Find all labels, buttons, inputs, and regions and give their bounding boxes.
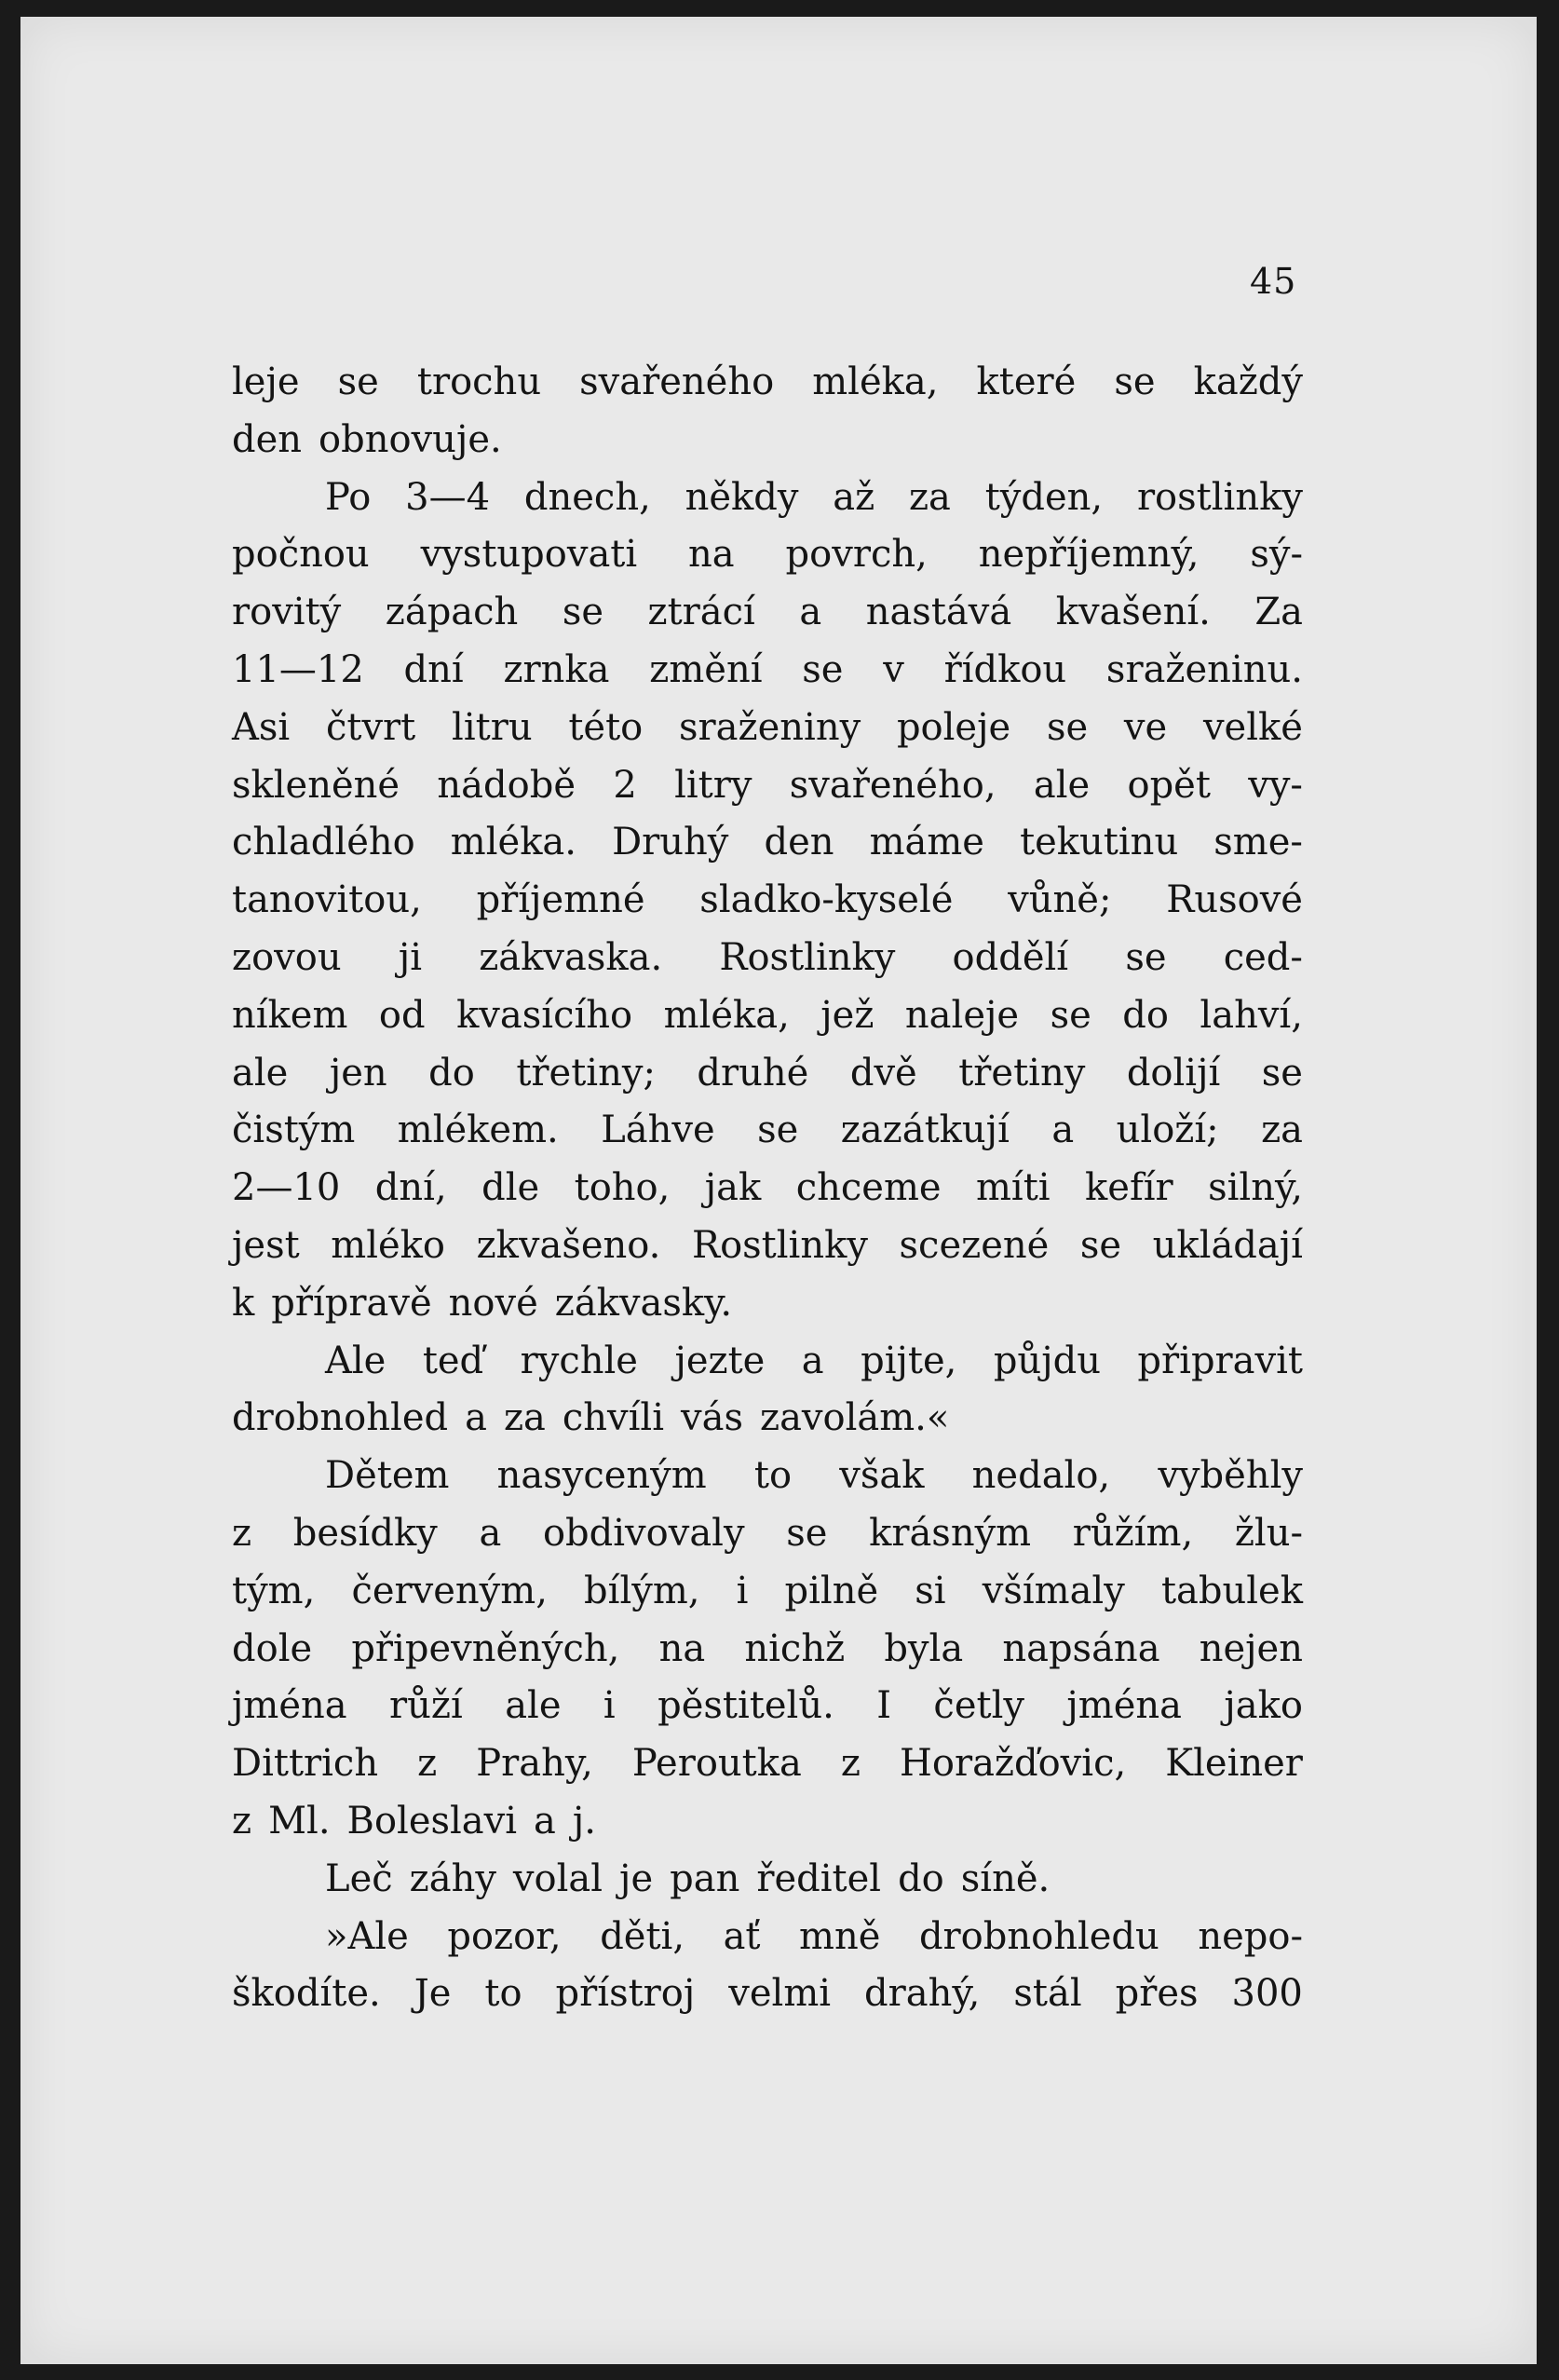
word: opět bbox=[1127, 763, 1211, 807]
word: zavolám.« bbox=[760, 1396, 950, 1440]
word: se bbox=[1114, 360, 1156, 403]
word: obnovuje. bbox=[319, 417, 502, 461]
text-line bbox=[232, 814, 1303, 872]
text-line bbox=[232, 872, 1303, 930]
word: dní bbox=[403, 647, 464, 691]
word: 2 bbox=[613, 763, 637, 807]
word: ředitel bbox=[756, 1856, 882, 1900]
word: Rostlinky bbox=[691, 1223, 868, 1267]
text-line bbox=[232, 757, 1303, 815]
text-line bbox=[232, 1102, 1303, 1160]
word: drobnohled bbox=[232, 1396, 449, 1440]
word: změní bbox=[649, 647, 763, 691]
word: vy- bbox=[1248, 763, 1303, 807]
word: přístroj bbox=[555, 1972, 696, 2016]
word: síně. bbox=[960, 1856, 1051, 1900]
word: uloží; bbox=[1116, 1108, 1219, 1152]
word: se bbox=[1079, 1223, 1122, 1267]
word: zovou bbox=[232, 935, 342, 979]
word: třetiny bbox=[958, 1051, 1086, 1095]
word: tekutinu bbox=[1020, 821, 1179, 864]
word: níkem bbox=[232, 993, 348, 1037]
word: Asi bbox=[232, 705, 291, 749]
word: den bbox=[764, 821, 834, 864]
word: i bbox=[736, 1569, 749, 1612]
word: Kleiner bbox=[1165, 1742, 1303, 1786]
word: ale bbox=[232, 1051, 289, 1095]
word: záhy bbox=[409, 1856, 496, 1900]
word: nichž bbox=[744, 1626, 846, 1670]
word: a bbox=[1051, 1108, 1075, 1152]
word: od bbox=[378, 993, 426, 1037]
word: sladko-kyselé bbox=[699, 878, 954, 922]
text-line bbox=[232, 1217, 1303, 1275]
word: jež bbox=[820, 993, 874, 1037]
word: k bbox=[232, 1281, 255, 1325]
word: kefír bbox=[1085, 1166, 1173, 1210]
word: Láhve bbox=[601, 1108, 715, 1152]
word: nasyceným bbox=[496, 1454, 707, 1498]
word: Boleslavi bbox=[346, 1799, 518, 1843]
text-line bbox=[232, 1045, 1303, 1103]
word: z bbox=[232, 1511, 252, 1555]
word: řídkou bbox=[943, 647, 1067, 691]
word: vůně; bbox=[1008, 878, 1112, 922]
word: do bbox=[898, 1856, 944, 1900]
word: které bbox=[976, 360, 1077, 403]
word: každý bbox=[1193, 360, 1303, 403]
word: Po bbox=[325, 475, 372, 519]
word: čtvrt bbox=[325, 705, 416, 749]
word: Dittrich bbox=[232, 1742, 379, 1786]
word: velmi bbox=[728, 1972, 832, 2016]
word: se bbox=[802, 647, 844, 691]
word: leje bbox=[232, 360, 300, 403]
word: vyběhly bbox=[1158, 1454, 1303, 1498]
word: do bbox=[428, 1051, 475, 1095]
text-line bbox=[232, 584, 1303, 642]
word: ztrácí bbox=[647, 591, 755, 634]
word: v bbox=[883, 647, 904, 691]
word: Horažďovic, bbox=[899, 1742, 1127, 1786]
page-number: 45 bbox=[1250, 261, 1297, 302]
word: stál bbox=[1013, 1972, 1082, 2016]
word: litru bbox=[452, 705, 533, 749]
word: 11—12 bbox=[232, 647, 364, 691]
word: dole bbox=[232, 1626, 313, 1670]
word: počnou bbox=[232, 533, 370, 577]
word: besídky bbox=[292, 1511, 438, 1555]
word: z bbox=[840, 1742, 861, 1786]
word: pijte, bbox=[861, 1339, 957, 1382]
word: tým, bbox=[232, 1569, 316, 1612]
word: jest bbox=[232, 1223, 300, 1267]
word: pan bbox=[670, 1856, 740, 1900]
text-line bbox=[232, 354, 1303, 412]
word: se bbox=[1046, 705, 1089, 749]
word: chvíli bbox=[562, 1396, 665, 1440]
word: dvě bbox=[849, 1051, 917, 1095]
word: na bbox=[688, 533, 735, 577]
word: ve bbox=[1123, 705, 1168, 749]
word: naleje bbox=[904, 993, 1020, 1037]
text-line bbox=[232, 1505, 1303, 1563]
text-line bbox=[232, 930, 1303, 987]
word: mléka. bbox=[450, 821, 576, 864]
word: vystupovati bbox=[420, 533, 638, 577]
word: Prahy, bbox=[476, 1742, 593, 1786]
word: byla bbox=[884, 1626, 964, 1670]
word: dní, bbox=[374, 1166, 447, 1210]
word: vás bbox=[681, 1396, 743, 1440]
word: sme- bbox=[1213, 821, 1303, 864]
word: sý- bbox=[1250, 533, 1303, 577]
word: teď bbox=[422, 1339, 484, 1382]
word: to bbox=[484, 1972, 522, 2016]
word: za bbox=[908, 475, 951, 519]
word: zápach bbox=[385, 591, 519, 634]
word: jména bbox=[1066, 1684, 1182, 1728]
word: litry bbox=[674, 763, 752, 807]
word: a bbox=[534, 1799, 556, 1843]
word: bílým, bbox=[584, 1569, 700, 1612]
text-line bbox=[232, 1160, 1303, 1217]
word: jezte bbox=[674, 1339, 766, 1382]
word: třetiny; bbox=[516, 1051, 656, 1095]
word: ji bbox=[398, 935, 423, 979]
book-page bbox=[20, 17, 1537, 2364]
text-line bbox=[232, 642, 1303, 700]
text-line bbox=[232, 1333, 1303, 1391]
word: se bbox=[1050, 993, 1091, 1037]
word: sraženiny bbox=[679, 705, 861, 749]
word: silný, bbox=[1208, 1166, 1303, 1210]
word: sraženinu. bbox=[1105, 647, 1303, 691]
word: zákvasky. bbox=[554, 1281, 733, 1325]
word: do bbox=[1122, 993, 1169, 1037]
word: přípravě bbox=[271, 1281, 432, 1325]
word: chceme bbox=[795, 1166, 942, 1210]
word: toho, bbox=[574, 1166, 671, 1210]
word: se bbox=[337, 360, 379, 403]
word: zkvašeno. bbox=[476, 1223, 661, 1267]
word: rovitý bbox=[232, 591, 342, 634]
word: na bbox=[658, 1626, 706, 1670]
text-line bbox=[232, 412, 1303, 469]
word: svařeného, bbox=[789, 763, 996, 807]
word: dolijí bbox=[1126, 1051, 1221, 1095]
word: přes bbox=[1115, 1972, 1199, 2016]
word: drobnohledu bbox=[918, 1914, 1159, 1958]
word: j. bbox=[572, 1799, 597, 1843]
text-line bbox=[232, 1793, 1303, 1851]
word: chladlého bbox=[232, 821, 415, 864]
word: ukládají bbox=[1152, 1223, 1303, 1267]
word: a bbox=[801, 1339, 824, 1382]
word: obdivovaly bbox=[542, 1511, 745, 1555]
word: z bbox=[232, 1799, 252, 1843]
word: volal bbox=[512, 1856, 603, 1900]
word: čistým bbox=[232, 1108, 356, 1152]
word: míti bbox=[976, 1166, 1051, 1210]
text-line bbox=[232, 1678, 1303, 1735]
word: Leč bbox=[325, 1856, 393, 1900]
word: zazátkují bbox=[840, 1108, 1010, 1152]
word: pozor, bbox=[447, 1914, 562, 1958]
word: připevněných, bbox=[351, 1626, 620, 1670]
word: je bbox=[619, 1856, 654, 1900]
word: nepo- bbox=[1198, 1914, 1303, 1958]
word: dnech, bbox=[523, 475, 651, 519]
word: škodíte. bbox=[232, 1972, 381, 2016]
word: lahví, bbox=[1200, 993, 1303, 1037]
word: rostlinky bbox=[1136, 475, 1303, 519]
word: za bbox=[1261, 1108, 1303, 1152]
word: kvašení. bbox=[1055, 591, 1211, 634]
word: až bbox=[833, 475, 875, 519]
word: Ale bbox=[325, 1339, 386, 1382]
word: Peroutka bbox=[631, 1742, 802, 1786]
text-line bbox=[232, 987, 1303, 1045]
word: a bbox=[799, 591, 822, 634]
text-line bbox=[232, 1735, 1303, 1793]
word: mně bbox=[799, 1914, 881, 1958]
word: růží bbox=[389, 1684, 463, 1728]
word: 2—10 bbox=[232, 1166, 341, 1210]
word: a bbox=[479, 1511, 502, 1555]
word: jak bbox=[704, 1166, 762, 1210]
word: svařeného bbox=[579, 360, 775, 403]
word: ced- bbox=[1223, 935, 1303, 979]
word: všímaly bbox=[982, 1569, 1125, 1612]
word: půjdu bbox=[993, 1339, 1101, 1382]
word: se bbox=[562, 591, 604, 634]
word: zákvaska. bbox=[479, 935, 663, 979]
word: se bbox=[786, 1511, 828, 1555]
word: jména bbox=[232, 1684, 347, 1728]
word: pilně bbox=[784, 1569, 879, 1612]
word: skleněné bbox=[232, 763, 400, 807]
word: červeným, bbox=[351, 1569, 548, 1612]
word: zrnka bbox=[503, 647, 610, 691]
text-line bbox=[232, 469, 1303, 527]
word: se bbox=[1125, 935, 1167, 979]
word: Dětem bbox=[325, 1454, 450, 1498]
word: nové bbox=[448, 1281, 538, 1325]
word: trochu bbox=[416, 360, 542, 403]
word: děti, bbox=[600, 1914, 685, 1958]
word: z bbox=[417, 1742, 438, 1786]
text-line bbox=[232, 526, 1303, 584]
body-text bbox=[232, 354, 1303, 2023]
word: někdy bbox=[685, 475, 799, 519]
word: máme bbox=[869, 821, 984, 864]
word: poleje bbox=[896, 705, 1011, 749]
word: mléko bbox=[331, 1223, 445, 1267]
word: Ml. bbox=[268, 1799, 331, 1843]
word: příjemné bbox=[476, 878, 645, 922]
word: oddělí bbox=[952, 935, 1069, 979]
word: povrch, bbox=[785, 533, 928, 577]
word: ale bbox=[505, 1684, 562, 1728]
text-line bbox=[232, 1390, 1303, 1448]
word: Za bbox=[1254, 591, 1303, 634]
word: velké bbox=[1202, 705, 1303, 749]
text-line bbox=[232, 1621, 1303, 1679]
word: nepříjemný, bbox=[978, 533, 1200, 577]
word: »Ale bbox=[325, 1914, 409, 1958]
word: drahý, bbox=[864, 1972, 981, 2016]
word: jen bbox=[329, 1051, 387, 1095]
word: nedalo, bbox=[971, 1454, 1111, 1498]
word: této bbox=[568, 705, 644, 749]
word: Druhý bbox=[612, 821, 729, 864]
word: za bbox=[503, 1396, 546, 1440]
text-line bbox=[232, 1851, 1303, 1909]
word: mlékem. bbox=[397, 1108, 559, 1152]
text-line bbox=[232, 700, 1303, 757]
text-line bbox=[232, 1275, 1303, 1333]
text-line bbox=[232, 1448, 1303, 1505]
word: však bbox=[839, 1454, 925, 1498]
word: krásným bbox=[869, 1511, 1032, 1555]
word: I bbox=[876, 1684, 892, 1728]
text-line bbox=[232, 1909, 1303, 1966]
word: 3—4 bbox=[405, 475, 491, 519]
word: den bbox=[232, 417, 303, 461]
word: mléka, bbox=[663, 993, 790, 1037]
word: nastává bbox=[865, 591, 1012, 634]
word: ale bbox=[1033, 763, 1091, 807]
text-line bbox=[232, 1965, 1303, 2023]
word: scezené bbox=[899, 1223, 1050, 1267]
word: tabulek bbox=[1160, 1569, 1303, 1612]
word: to bbox=[753, 1454, 793, 1498]
text-line bbox=[232, 1563, 1303, 1621]
word: jako bbox=[1224, 1684, 1303, 1728]
word: druhé bbox=[697, 1051, 809, 1095]
word: připravit bbox=[1137, 1339, 1303, 1382]
word: Rusové bbox=[1166, 878, 1303, 922]
word: mléka, bbox=[812, 360, 939, 403]
word: Rostlinky bbox=[719, 935, 896, 979]
word: Je bbox=[413, 1972, 452, 2016]
word: nádobě bbox=[437, 763, 576, 807]
word: četly bbox=[933, 1684, 1024, 1728]
word: ať bbox=[723, 1914, 761, 1958]
word: a bbox=[465, 1396, 487, 1440]
word: i bbox=[603, 1684, 616, 1728]
word: kvasícího bbox=[456, 993, 633, 1037]
word: si bbox=[915, 1569, 946, 1612]
word: pěstitelů. bbox=[657, 1684, 834, 1728]
word: žlu- bbox=[1234, 1511, 1303, 1555]
word: týden, bbox=[984, 475, 1104, 519]
word: tanovitou, bbox=[232, 878, 422, 922]
word: růžím, bbox=[1072, 1511, 1194, 1555]
word: napsána bbox=[1002, 1626, 1160, 1670]
word: se bbox=[757, 1108, 799, 1152]
word: dle bbox=[481, 1166, 540, 1210]
word: 300 bbox=[1231, 1972, 1303, 2016]
word: nejen bbox=[1199, 1626, 1303, 1670]
word: rychle bbox=[520, 1339, 638, 1382]
word: se bbox=[1261, 1051, 1303, 1095]
